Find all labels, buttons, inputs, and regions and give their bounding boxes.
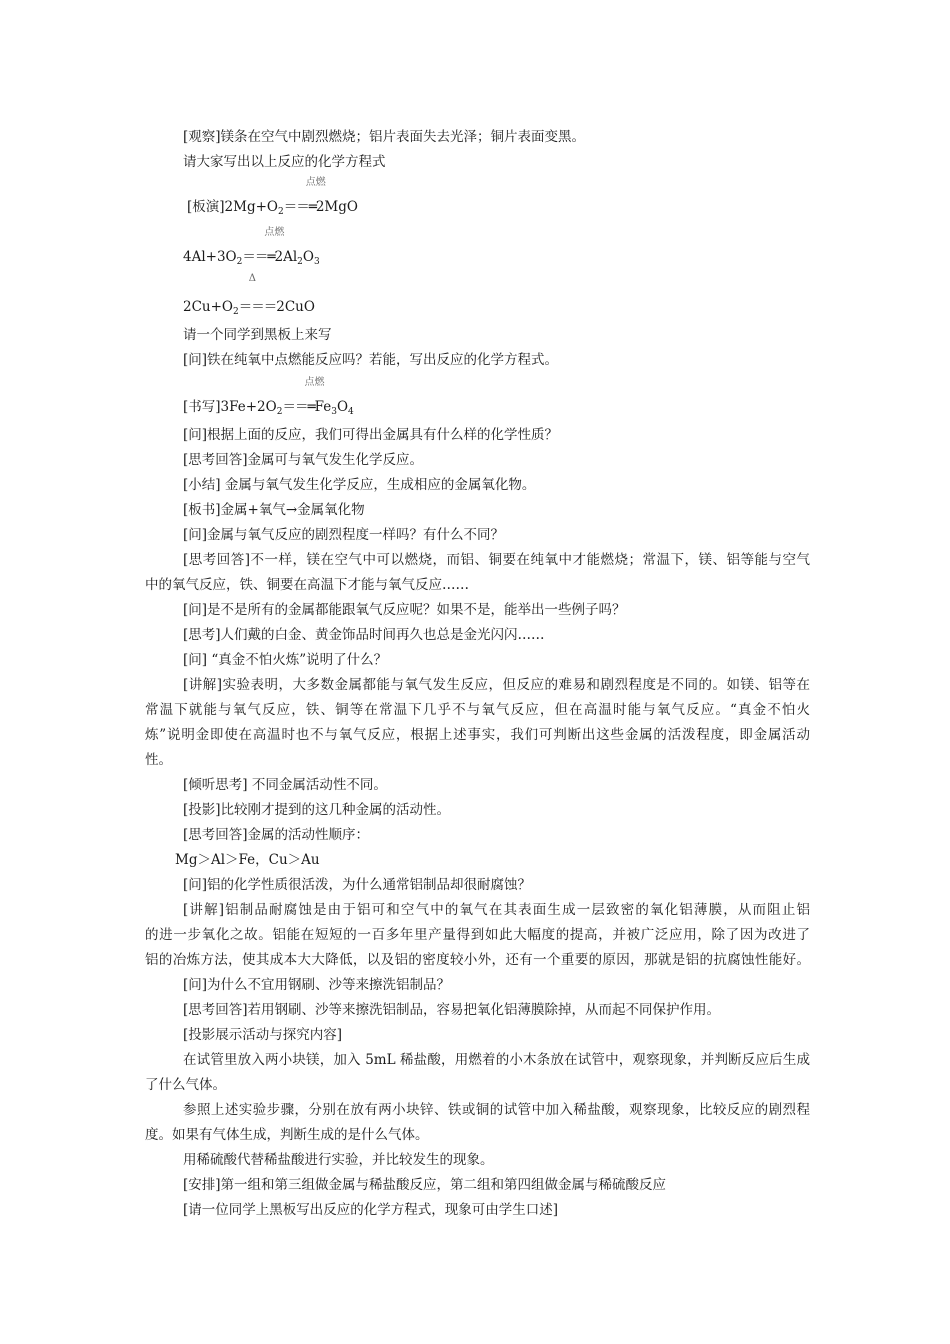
text-line: 铝的冶炼方法，使其成本大大降低，以及铝的密度较小外，还有一个重要的原因，那就是铝的抗腐蚀性能好。 [145, 952, 810, 968]
text-line: [问]根据上面的反应，我们可得出金属具有什么样的化学性质？ [183, 427, 559, 443]
text-line: [问]金属与氧气反应的剧烈程度一样吗？有什么不同？ [183, 527, 505, 543]
text-line: 了什么气体。 [145, 1077, 226, 1093]
text-line: [思考]人们戴的白金、黄金饰品时间再久也总是金光闪闪…… [183, 627, 545, 643]
text-line: [观察]镁条在空气中剧烈燃烧；铝片表面失去光泽；铜片表面变黑。 [183, 129, 586, 145]
reaction-condition: 点燃 [264, 227, 285, 238]
text-line: 请大家写出以上反应的化学方程式 [183, 154, 386, 170]
text-line: 在试管里放入两小块镁，加入 5mL 稀盐酸，用燃着的小木条放在试管中，观察现象，并判断反应后生成 [183, 1052, 810, 1068]
reaction-condition: 点燃 [305, 177, 326, 188]
text-line: 参照上述实验步骤，分别在放有两小块锌、铁或铜的试管中加入稀盐酸，观察现象，比较反应的剧烈程 [183, 1102, 810, 1118]
text-line: Mg＞Al＞Fe，Cu＞Au [175, 852, 320, 868]
text-line: [小结] 金属与氧气发生化学反应，生成相应的金属氧化物。 [183, 477, 536, 493]
text-line: 度。如果有气体生成，判断生成的是什么气体。 [145, 1127, 429, 1143]
text-line: [安排]第一组和第三组做金属与稀盐酸反应，第二组和第四组做金属与稀硫酸反应 [183, 1177, 667, 1193]
text-line: 炼”说明金即使在高温时也不与氧气反应，根据上述事实，我们可判断出这些金属的活泼程度，即金属活动 [145, 727, 810, 743]
text-line: [讲解]铝制品耐腐蚀是由于铝可和空气中的氧气在其表面生成一层致密的氧化铝薄膜，从而阻止铝 [183, 902, 810, 918]
text-line: [倾听思考] 不同金属活动性不同。 [183, 777, 387, 793]
text-line: [问]铁在纯氧中点燃能反应吗？若能，写出反应的化学方程式。 [183, 352, 559, 368]
reaction-condition: 点燃 [304, 377, 325, 388]
text-line: [讲解]实验表明，大多数金属都能与氧气发生反应，但反应的难易和剧烈程度是不同的。如镁、铝等在 [183, 677, 810, 693]
text-line: [问]是不是所有的金属都能跟氧气反应呢？如果不是，能举出一些例子吗？ [183, 602, 626, 618]
text-line: [问]铝的化学性质很活泼，为什么通常铝制品却很耐腐蚀？ [183, 877, 532, 893]
text-line: 用稀硫酸代替稀盐酸进行实验，并比较发生的现象。 [183, 1152, 494, 1168]
text-line: [投影展示活动与探究内容] [183, 1027, 343, 1043]
text-line: [问] “真金不怕火炼”说明了什么？ [183, 652, 388, 668]
text-line: [思考回答]金属可与氧气发生化学反应。 [183, 452, 424, 468]
text-line: [思考回答]不一样，镁在空气中可以燃烧，而铝、铜要在纯氧中才能燃烧；常温下，镁、铝等能与空气 [183, 552, 810, 568]
text-line: [思考回答]若用钢刷、沙等来擦洗铝制品，容易把氧化铝薄膜除掉，从而起不同保护作用。 [183, 1002, 721, 1018]
equation-cu: $2Cu+O_2$ Δ ＝＝＝2CuO [183, 273, 315, 317]
text-line: [思考回答]金属的活动性顺序： [183, 827, 370, 843]
equation-al: $4Al+3O_2$ 点燃 $==═2Al_2O_3$ [183, 245, 320, 267]
text-line: 性。 [145, 752, 172, 768]
text-line: [板书]金属+氧气→金属氧化物 [183, 502, 365, 518]
equation-mg: [板演]$2Mg+O_2$ 点燃 ＝＝═2MgO [187, 195, 358, 217]
text-line: 的进一步氧化之故。铝能在短短的一百多年里产量得到如此大幅度的提高，并被广泛应用，除了因为改进了 [145, 927, 810, 943]
text-line: 中的氧气反应，铁、铜要在高温下才能与氧气反应…… [145, 577, 469, 593]
reaction-condition: Δ [248, 273, 256, 284]
text-line: [投影]比较刚才提到的这几种金属的活动性。 [183, 802, 451, 818]
equation-fe: [书写]$3Fe+2O_2$ 点燃 $==═Fe_3O_4$ [183, 395, 354, 417]
text-line: [问]为什么不宜用钢刷、沙等来擦洗铝制品？ [183, 977, 451, 993]
text-line: [请一位同学上黑板写出反应的化学方程式，现象可由学生口述] [183, 1202, 559, 1218]
text-line: 常温下就能与氧气反应，铁、铜等在常温下几乎不与氧气反应，但在高温时能与氧气反应。“真金不怕火 [145, 702, 810, 718]
text-line: 请一个同学到黑板上来写 [183, 327, 332, 343]
